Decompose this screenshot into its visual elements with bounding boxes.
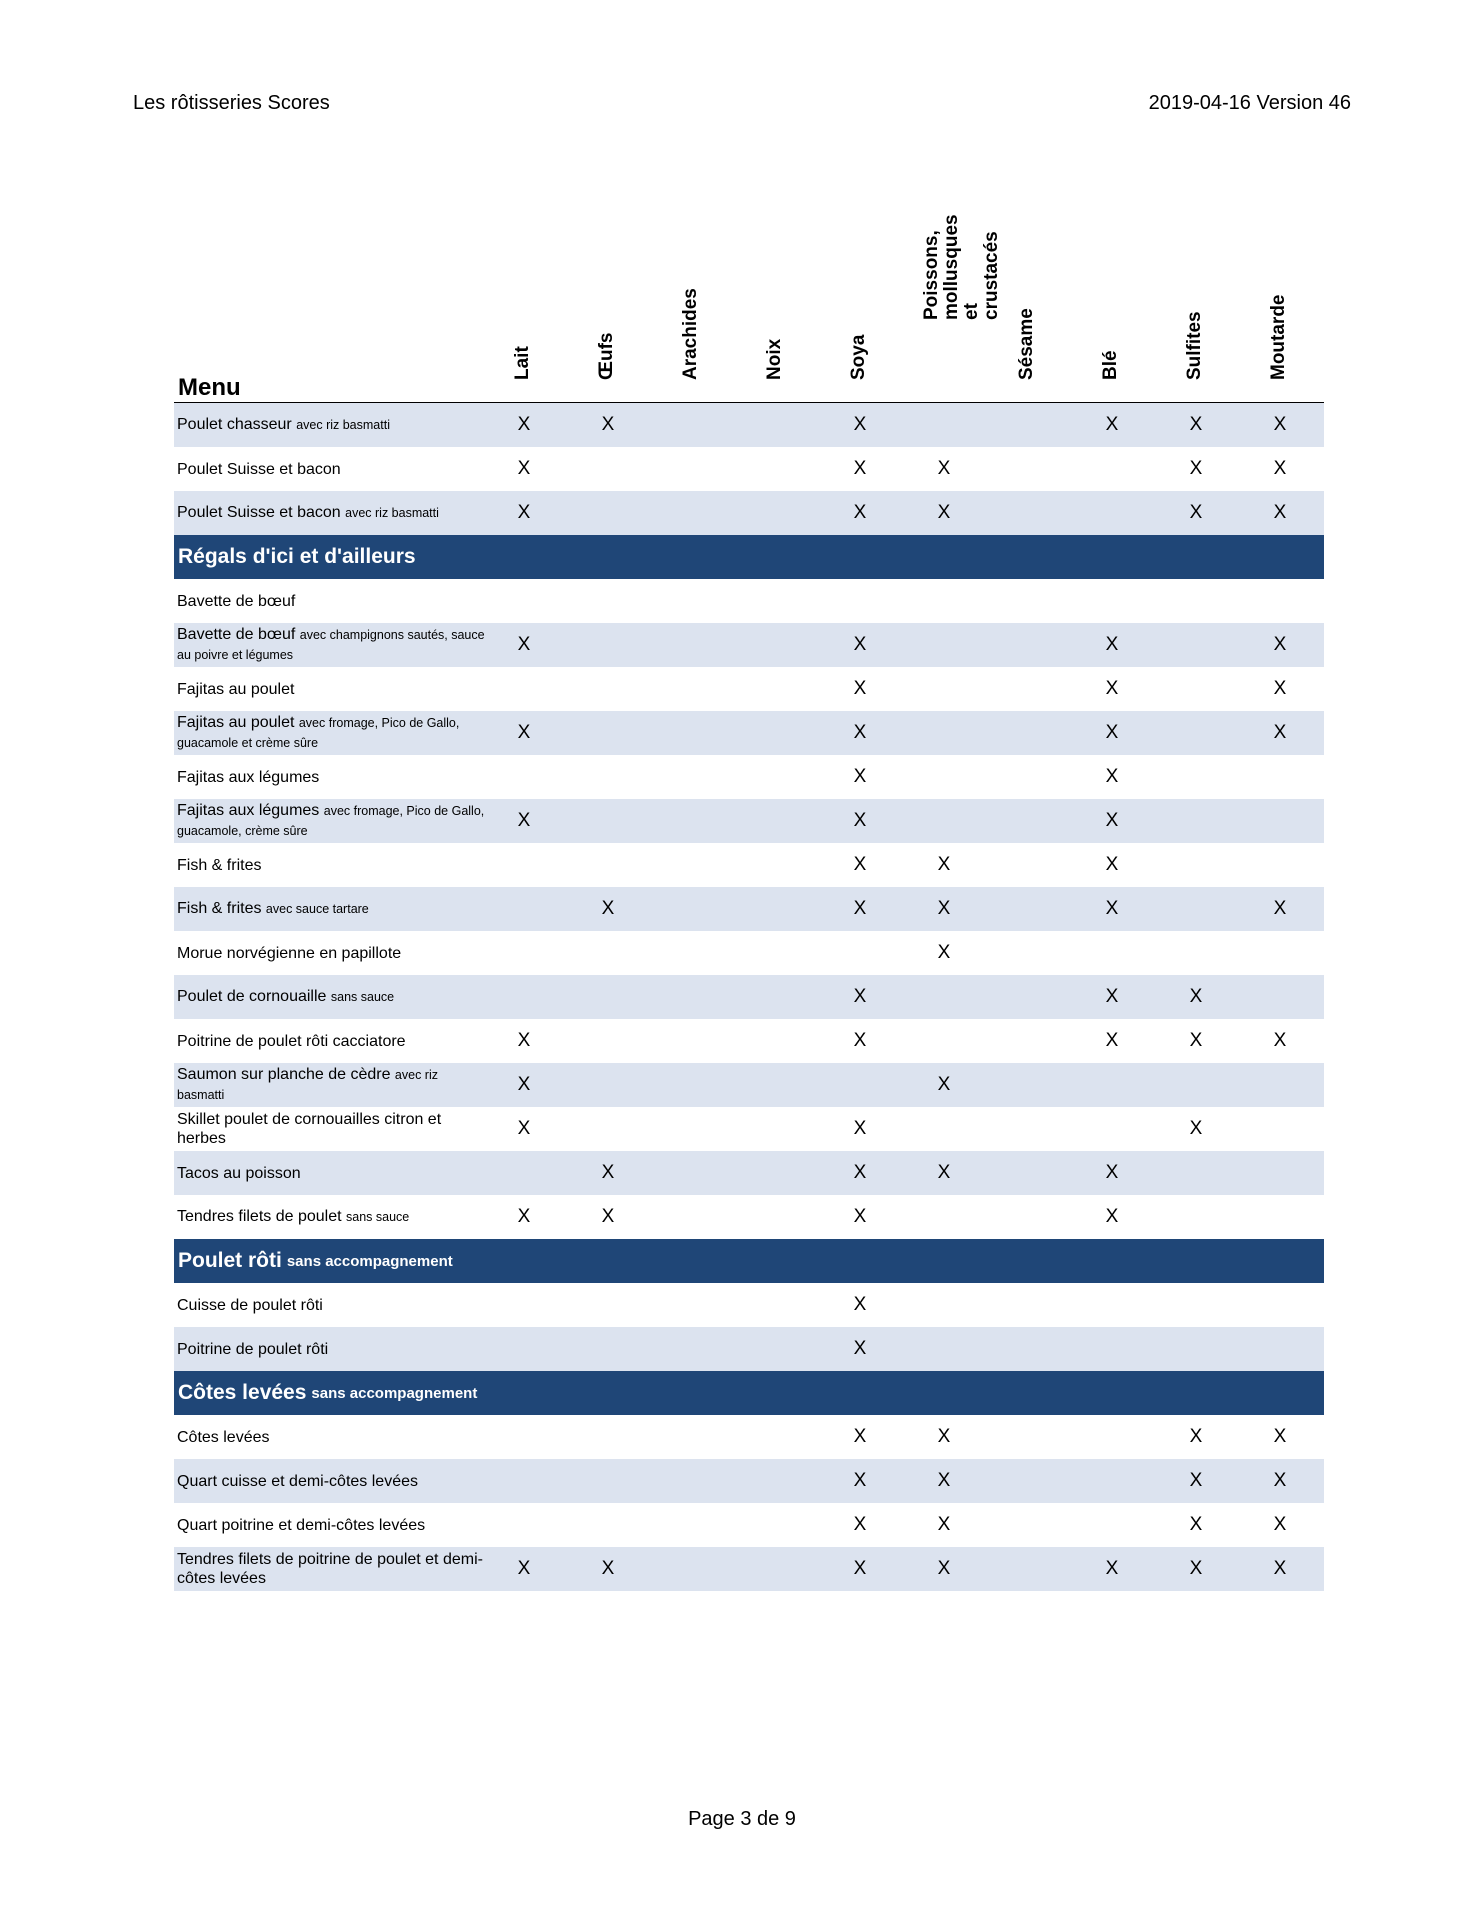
menu-item-note: sans sauce — [330, 990, 395, 1004]
menu-item-name — [177, 680, 487, 699]
allergen-mark: X — [937, 502, 951, 523]
allergen-mark: X — [517, 1558, 531, 1579]
menu-item-row — [174, 667, 1324, 711]
menu-item-row — [174, 843, 1324, 887]
menu-item-note: avec riz basmatti — [177, 1068, 438, 1102]
menu-item-title: Poulet Suisse et bacon — [177, 504, 341, 521]
allergen-mark: X — [853, 1294, 867, 1315]
allergen-mark: X — [601, 414, 615, 435]
menu-item-title: Saumon sur planche de cèdre — [177, 1066, 391, 1083]
allergen-mark: X — [1273, 1426, 1287, 1447]
allergen-mark: X — [1273, 414, 1287, 435]
allergen-mark: X — [1105, 986, 1119, 1007]
allergen-mark: X — [1189, 1470, 1203, 1491]
menu-item-name — [177, 856, 487, 875]
menu-column-title: Menu — [178, 374, 241, 401]
allergen-mark: X — [853, 986, 867, 1007]
allergen-column-label: Noix — [764, 338, 785, 380]
menu-item-row — [174, 975, 1324, 1019]
allergen-mark: X — [1105, 634, 1119, 655]
allergen-mark: X — [1189, 458, 1203, 479]
section-subtitle: sans accompagnement — [286, 1252, 453, 1270]
menu-item-name — [177, 713, 487, 753]
allergen-mark: X — [853, 502, 867, 523]
allergen-mark: X — [937, 1074, 951, 1095]
allergen-mark: X — [1273, 458, 1287, 479]
menu-item-row — [174, 447, 1324, 491]
allergen-mark: X — [517, 634, 531, 655]
section-title: Poulet rôti — [178, 1249, 282, 1272]
allergen-mark: X — [853, 1030, 867, 1051]
menu-item-note: avec fromage, Pico de Gallo, guacamole, crème sûre — [177, 804, 485, 838]
section-title: Régals d'ici et d'ailleurs — [178, 545, 416, 568]
allergen-mark: X — [937, 942, 951, 963]
menu-item-row — [174, 623, 1324, 667]
menu-item-title: Fajitas au poulet — [177, 714, 295, 731]
menu-item-row — [174, 1459, 1324, 1503]
menu-item-name — [177, 592, 487, 611]
allergen-mark: X — [517, 458, 531, 479]
menu-item-row — [174, 1503, 1324, 1547]
menu-item-note: avec champignons sautés, sauce au poivre et légumes — [177, 628, 485, 662]
menu-item-title: Fish & frites — [177, 900, 262, 917]
allergen-mark: X — [601, 1162, 615, 1183]
allergen-mark: X — [853, 854, 867, 875]
allergen-mark: X — [1105, 810, 1119, 831]
allergen-mark: X — [1189, 502, 1203, 523]
allergen-mark: X — [1273, 1030, 1287, 1051]
menu-item-title: Poulet Suisse et bacon — [177, 460, 341, 478]
allergen-mark: X — [1105, 722, 1119, 743]
menu-item-title: Bavette de bœuf — [177, 626, 296, 643]
allergen-mark: X — [1105, 898, 1119, 919]
menu-item-name — [177, 1296, 487, 1315]
section-title: Côtes levées — [178, 1381, 307, 1404]
allergen-mark: X — [853, 1514, 867, 1535]
allergen-mark: X — [1189, 1426, 1203, 1447]
allergen-column-label: Moutarde — [1268, 294, 1289, 380]
menu-item-name — [177, 1428, 487, 1447]
menu-item-title: Poulet de cornouaille — [177, 988, 327, 1005]
allergen-mark: X — [1273, 502, 1287, 523]
allergen-mark: X — [1273, 1514, 1287, 1535]
allergen-mark: X — [853, 634, 867, 655]
allergen-mark: X — [1105, 1030, 1119, 1051]
menu-item-title: Bavette de bœuf — [177, 592, 296, 610]
allergen-mark: X — [853, 1118, 867, 1139]
allergen-mark: X — [937, 458, 951, 479]
allergen-mark: X — [937, 898, 951, 919]
menu-item-name — [177, 625, 487, 665]
allergen-mark: X — [601, 1558, 615, 1579]
section-header — [174, 1371, 1324, 1415]
menu-item-row — [174, 1547, 1324, 1591]
allergen-mark: X — [1105, 1162, 1119, 1183]
menu-item-title: Fajitas au poulet — [177, 680, 295, 698]
allergen-mark: X — [1273, 678, 1287, 699]
allergen-mark: X — [1105, 414, 1119, 435]
allergen-column-label: Œufs — [596, 332, 617, 380]
section-header — [174, 535, 1324, 579]
menu-item-row — [174, 1195, 1324, 1239]
allergen-mark: X — [1189, 986, 1203, 1007]
menu-item-row — [174, 799, 1324, 843]
allergen-mark: X — [937, 1558, 951, 1579]
document-header-left: Les rôtisseries Scores — [133, 92, 330, 114]
allergen-mark: X — [1273, 1558, 1287, 1579]
menu-item-row — [174, 491, 1324, 535]
menu-item-note: avec fromage, Pico de Gallo, guacamole et crème sûre — [177, 716, 460, 750]
menu-item-title: Poitrine de poulet rôti — [177, 1340, 329, 1358]
allergen-mark: X — [853, 414, 867, 435]
allergen-mark: X — [517, 502, 531, 523]
allergen-mark: X — [1189, 1118, 1203, 1139]
allergen-mark: X — [853, 458, 867, 479]
allergen-mark: X — [517, 1074, 531, 1095]
allergen-mark: X — [853, 678, 867, 699]
allergen-column-label: Blé — [1100, 350, 1121, 380]
allergen-mark: X — [517, 722, 531, 743]
allergen-mark: X — [517, 810, 531, 831]
allergen-mark: X — [517, 1206, 531, 1227]
allergen-mark: X — [517, 1118, 531, 1139]
section-header — [174, 1239, 1324, 1283]
allergen-mark: X — [1189, 1514, 1203, 1535]
menu-item-name — [177, 768, 487, 787]
allergen-mark: X — [853, 1206, 867, 1227]
allergen-column-label: Sulfites — [1184, 311, 1205, 380]
allergen-mark: X — [1105, 1206, 1119, 1227]
allergen-column-label: Lait — [512, 346, 533, 380]
menu-item-row — [174, 1415, 1324, 1459]
allergen-mark: X — [853, 1558, 867, 1579]
menu-item-name — [177, 1110, 487, 1148]
menu-item-note: avec sauce tartare — [265, 902, 369, 916]
allergen-mark: X — [853, 1470, 867, 1491]
menu-item-row — [174, 1063, 1324, 1107]
menu-item-title: Tendres filets de poulet — [177, 1208, 342, 1225]
allergen-column-label: Arachides — [680, 288, 701, 380]
menu-item-row — [174, 711, 1324, 755]
allergen-mark: X — [853, 898, 867, 919]
table-body — [174, 403, 1324, 1591]
menu-item-name — [177, 503, 487, 523]
allergen-mark: X — [1105, 854, 1119, 875]
allergen-column-label: Soya — [848, 334, 869, 380]
menu-item-note: avec riz basmatti — [296, 418, 390, 432]
allergen-mark: X — [1105, 1558, 1119, 1579]
allergen-mark: X — [937, 1426, 951, 1447]
allergen-column-label: Poissons, mollusques et crustacés — [921, 214, 1002, 320]
menu-item-title: Cuisse de poulet rôti — [177, 1296, 323, 1314]
allergen-mark: X — [937, 854, 951, 875]
menu-item-title: Côtes levées — [177, 1428, 270, 1446]
allergen-mark: X — [1189, 414, 1203, 435]
menu-item-row — [174, 887, 1324, 931]
allergen-mark: X — [853, 1162, 867, 1183]
allergen-mark: X — [1273, 634, 1287, 655]
menu-item-title: Fajitas aux légumes — [177, 802, 320, 819]
allergen-mark: X — [1273, 722, 1287, 743]
allergen-mark: X — [601, 898, 615, 919]
allergen-mark: X — [517, 1030, 531, 1051]
menu-item-title: Morue norvégienne en papillote — [177, 944, 402, 962]
menu-item-row — [174, 931, 1324, 975]
allergen-mark: X — [1189, 1558, 1203, 1579]
menu-item-row — [174, 579, 1324, 623]
menu-item-title: Fajitas aux légumes — [177, 768, 320, 786]
allergen-mark: X — [853, 1426, 867, 1447]
allergen-mark: X — [1273, 1470, 1287, 1491]
menu-item-row — [174, 1019, 1324, 1063]
menu-item-name — [177, 1472, 487, 1491]
menu-item-name — [177, 415, 487, 435]
menu-item-row — [174, 755, 1324, 799]
allergen-mark: X — [937, 1470, 951, 1491]
allergen-mark: X — [937, 1514, 951, 1535]
menu-item-row — [174, 403, 1324, 447]
menu-item-row — [174, 1151, 1324, 1195]
allergen-mark: X — [1105, 766, 1119, 787]
menu-item-row — [174, 1107, 1324, 1151]
menu-item-name — [177, 1207, 487, 1227]
menu-item-title: Tendres filets de poitrine de poulet et demi-côtes levées — [177, 1551, 483, 1587]
menu-item-name — [177, 944, 487, 963]
allergen-mark: X — [1189, 1030, 1203, 1051]
menu-item-title: Tacos au poisson — [177, 1164, 301, 1182]
menu-item-title: Poulet chasseur — [177, 416, 292, 433]
menu-item-title: Fish & frites — [177, 856, 262, 874]
menu-item-title: Poitrine de poulet rôti cacciatore — [177, 1032, 406, 1050]
section-subtitle: sans accompagnement — [311, 1384, 478, 1402]
menu-item-name — [177, 1516, 487, 1535]
allergen-mark: X — [601, 1206, 615, 1227]
menu-item-note: avec riz basmatti — [345, 506, 439, 520]
menu-item-name — [177, 460, 487, 479]
allergen-column-label: Sésame — [1016, 308, 1037, 380]
menu-item-name — [177, 1550, 487, 1588]
menu-item-title: Quart poitrine et demi-côtes levées — [177, 1516, 426, 1534]
menu-item-name — [177, 899, 487, 919]
allergen-mark: X — [853, 1338, 867, 1359]
menu-item-title: Quart cuisse et demi-côtes levées — [177, 1472, 418, 1490]
menu-item-row — [174, 1283, 1324, 1327]
page-number: Page 3 de 9 — [688, 1808, 796, 1830]
menu-item-name — [177, 1340, 487, 1359]
allergen-mark: X — [853, 722, 867, 743]
allergen-mark: X — [1105, 678, 1119, 699]
allergen-mark: X — [937, 1162, 951, 1183]
menu-item-note: sans sauce — [346, 1210, 410, 1224]
allergen-mark: X — [853, 766, 867, 787]
menu-item-title: Skillet poulet de cornouailles citron et herbes — [177, 1111, 442, 1147]
table-header — [174, 150, 1324, 403]
menu-item-name — [177, 1065, 487, 1105]
menu-item-name — [177, 987, 487, 1007]
allergen-mark: X — [517, 414, 531, 435]
allergen-mark: X — [853, 810, 867, 831]
menu-item-row — [174, 1327, 1324, 1371]
menu-item-name — [177, 801, 487, 841]
allergen-mark: X — [1273, 898, 1287, 919]
document-header-right: 2019-04-16 Version 46 — [1148, 92, 1351, 114]
allergen-table — [174, 150, 1324, 1591]
menu-item-name — [177, 1164, 487, 1183]
menu-item-name — [177, 1032, 487, 1051]
